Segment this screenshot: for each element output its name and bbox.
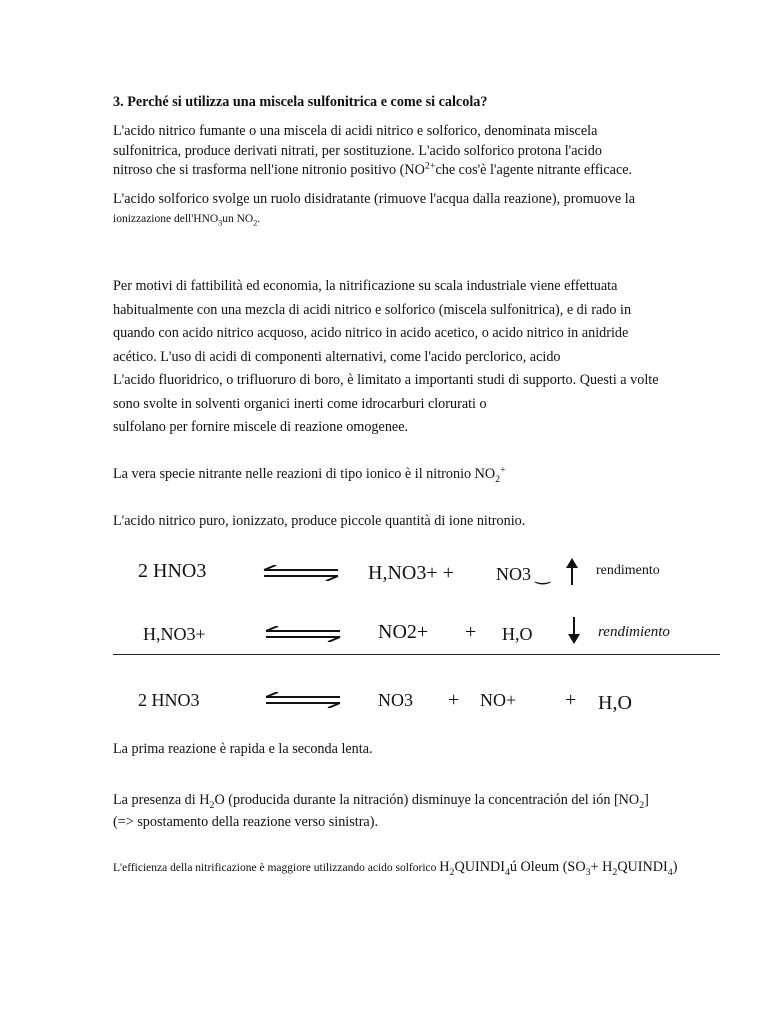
reaction-2-reactant: H,NO3+: [143, 624, 206, 644]
text-line: habitualmente con una mezcla di acidi nitrico e solforico (miscela sulfonitrica), e di rado in: [113, 301, 632, 318]
text-line: ionizzazione $dell'HNO_3un$ $NO_2$.: [113, 212, 261, 227]
reaction-3-plus-1: +: [448, 689, 460, 711]
paragraph-dehydrating: [113, 190, 635, 229]
reaction-2-product-1: NO2+: [378, 621, 429, 643]
paragraph-industrial: [113, 275, 659, 440]
paragraph-nitronium: La vera specie nitrante nelle reazioni di tipo ionico è il nitronio $NO_2^+$: [113, 464, 506, 485]
text-line: nitroso che si trasforma nell'ione nitronio positivo ($NO^{2+}che$ cos'è l'agente nitrante efficace.: [113, 160, 633, 178]
text-line: L'acido solforico svolge un ruolo disidratante (rimuove l'acqua dalla reazione), promuove la: [113, 191, 635, 207]
reaction-3-plus-2: +: [565, 689, 577, 711]
reaction-3-product-1: NO3: [378, 690, 413, 710]
text-line: L'acido nitrico fumante o una miscela di acidi nitrico e solforico, denominata miscela: [113, 123, 598, 139]
text-line: L'acido fluoridrico, o trifluoruro di boro, è limitato a importanti studi di supporto. Questi a volte: [113, 372, 659, 388]
equilibrium-arrow-icon: [264, 626, 342, 642]
reaction-3-reactant: 2 HNO3: [138, 690, 200, 710]
arrow-up-icon: [565, 558, 579, 586]
text-line: acético. L'uso di acidi di componenti alternativi, come l'acido perclorico, acido: [113, 348, 561, 365]
section-title: 3. Perché si utilizza una miscela sulfonitrica e come si calcola?: [113, 94, 488, 110]
reaction-1-note: rendimento: [596, 563, 660, 578]
equilibrium-arrow-icon: [262, 565, 340, 581]
reaction-3-product-2: NO+: [480, 690, 517, 710]
paragraph-pure-acid: L'acido nitrico puro, ionizzato, produce piccole quantità di ione nitronio.: [113, 513, 526, 529]
text-line: quando con acido nitrico acquoso, acido nitrico in acido acetico, o acido nitrico in anidride: [113, 325, 629, 341]
equilibrium-arrow-icon: [264, 692, 342, 708]
arrow-down-icon: [567, 616, 581, 644]
text-line: sulfolano per fornire miscele di reazione omogenee.: [113, 419, 409, 435]
reaction-2-plus: +: [465, 621, 477, 643]
reaction-3-product-3: H,O: [598, 692, 632, 714]
reaction-1-product-2: NO3 ‿: [496, 564, 550, 584]
paragraph-intro: [113, 122, 632, 181]
text-line: Per motivi di fattibilità ed economia, la nitrificazione su scala industriale viene effettuata: [113, 278, 618, 294]
reaction-1-reactant: 2 HNO3: [138, 560, 207, 582]
reaction-divider: [113, 654, 720, 655]
reaction-1-product-1: H,NO3+ +: [368, 562, 454, 584]
text-line: La presenza di $H_2O$ (producida durante la nitración) disminuye la concentración del ión $[NO_2]$: [113, 792, 649, 811]
text-line: (=> spostamento della reazione verso sinistra).: [113, 814, 378, 830]
paragraph-water-effect: [113, 789, 649, 833]
paragraph-reaction-speed: La prima reazione è rapida e la seconda lenta.: [113, 741, 373, 757]
text-line: sono svolte in solventi organici inerti come idrocarburi clorurati o: [113, 395, 487, 412]
text-line: sulfonitrica, produce derivati nitrati, per sostituzione. L'acido solforico protona l'acido: [113, 142, 602, 159]
reaction-2-note: rendimiento: [598, 624, 670, 640]
paragraph-efficiency: L'efficienza della nitrificazione è maggiore utilizzando acido solforico $H_2QUINDI_4ú$ Oleum ($SO_3+$ $H_2QUINDI_4$): [113, 859, 678, 878]
reaction-2-product-2: H,O: [502, 624, 533, 644]
